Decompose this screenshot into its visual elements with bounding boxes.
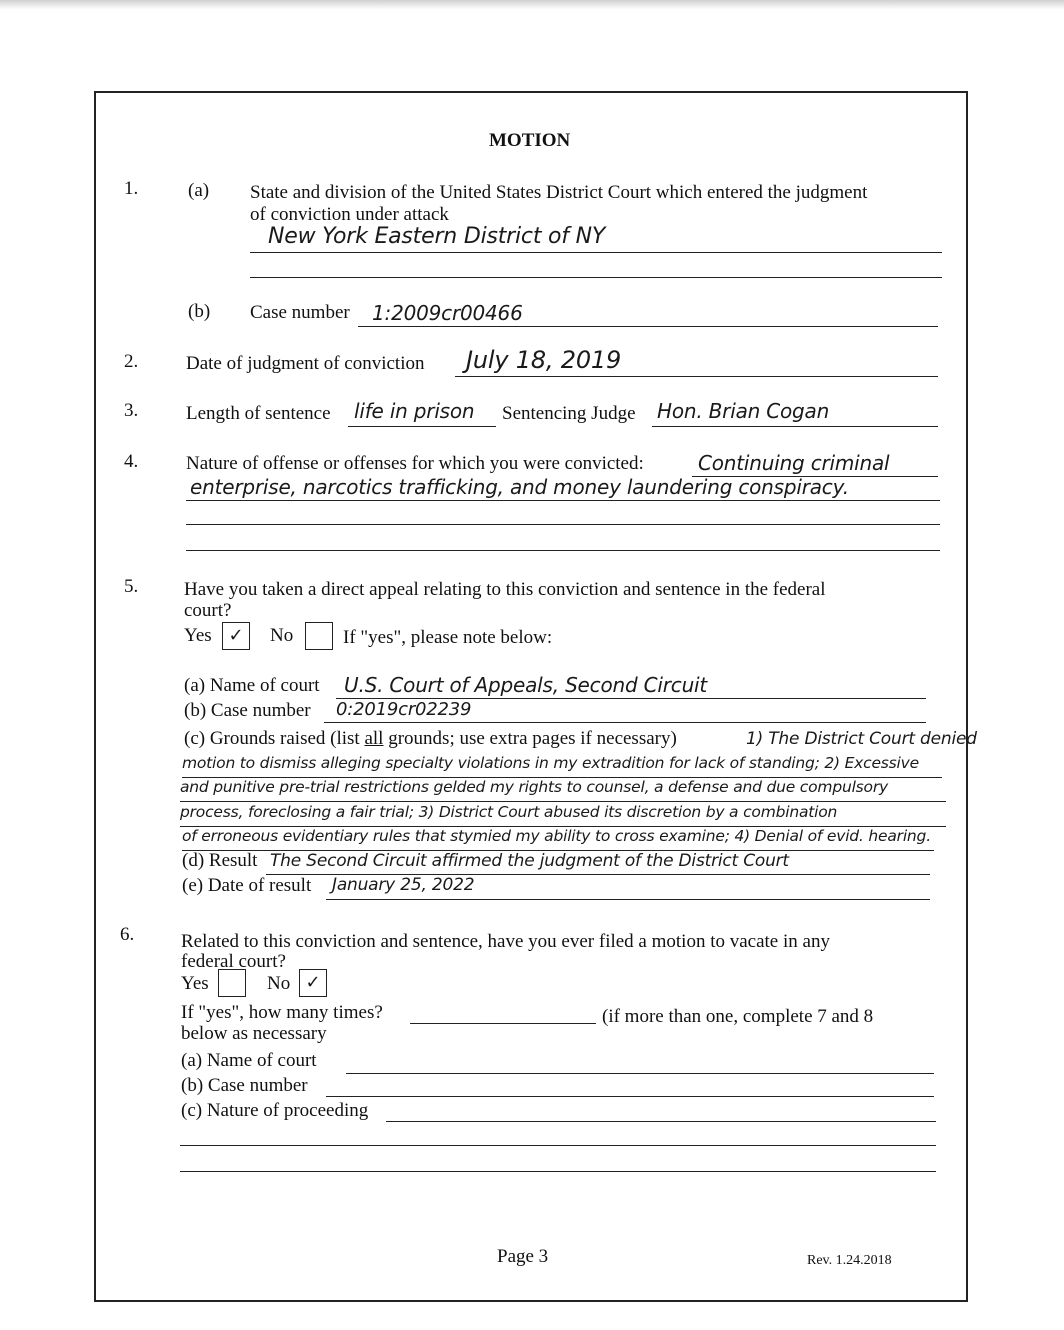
- q3-answer: life in prison: [354, 399, 475, 423]
- q5e-label: (e) Date of result: [182, 875, 312, 896]
- q5b-answer-line: [324, 722, 926, 723]
- q5c-answer-line4: process, foreclosing a fair trial; 3) District Court abused its discretion by a combination: [180, 803, 838, 821]
- q6c-answer-line-2: [180, 1145, 936, 1146]
- q6-question-line1: Related to this conviction and sentence, have you ever filed a motion to vacate in any: [181, 931, 830, 952]
- q3-answer-line: [348, 426, 496, 427]
- q1b-question: Case number: [250, 302, 350, 323]
- q1a-label: (a): [188, 180, 210, 201]
- q1a-question-line1: State and division of the United States District Court which entered the judgment: [250, 182, 868, 203]
- q4-answer-line2: enterprise, narcotics trafficking, and money laundering conspiracy.: [190, 475, 849, 499]
- q6-no-label: No: [267, 973, 291, 994]
- q5c-answer-rule3: [180, 801, 946, 802]
- q5-yes-checkbox[interactable]: ✓: [222, 622, 250, 650]
- q6-times-question: If "yes", how many times?: [181, 1002, 383, 1023]
- q6b-answer-line: [326, 1096, 934, 1097]
- q1b-label: (b): [188, 301, 211, 322]
- q6-number: 6.: [120, 924, 135, 945]
- q6-yes-label: Yes: [181, 973, 209, 994]
- q5a-label: (a) Name of court: [184, 675, 320, 696]
- q1b-answer-line: [358, 326, 938, 327]
- q5e-answer-line: [326, 899, 930, 900]
- q5b-answer: 0:2019cr02239: [336, 699, 472, 720]
- q4-answer-line1: Continuing criminal: [698, 451, 890, 475]
- q6-no-checkbox[interactable]: ✓: [299, 969, 327, 997]
- q4-answer-rule2: [186, 500, 940, 501]
- q1-number: 1.: [124, 178, 139, 199]
- q1a-answer: New York Eastern District of NY: [268, 224, 606, 249]
- q5b-label: (b) Case number: [184, 700, 311, 721]
- form-title: MOTION: [489, 130, 571, 151]
- q3-number: 3.: [124, 400, 139, 421]
- q6c-label: (c) Nature of proceeding: [181, 1100, 369, 1121]
- revision-date: Rev. 1.24.2018: [807, 1253, 892, 1268]
- q5c-answer-line2: motion to dismiss alleging specialty violations in my extradition for lack of standing; 2) Excessive: [182, 754, 919, 772]
- q5d-answer: The Second Circuit affirmed the judgment of the District Court: [270, 851, 789, 871]
- q6a-answer-line: [346, 1073, 934, 1074]
- q5-question-line2: court?: [184, 600, 232, 621]
- q1a-answer-line: [250, 252, 942, 253]
- q5-note: If "yes", please note below:: [343, 627, 553, 648]
- q5-number: 5.: [124, 576, 139, 597]
- q3-judge-question: Sentencing Judge: [502, 403, 636, 424]
- q5-no-label: No: [270, 625, 294, 646]
- q4-number: 4.: [124, 451, 139, 472]
- q5e-answer: January 25, 2022: [332, 875, 475, 895]
- q5c-answer-line1: 1) The District Court denied: [746, 729, 977, 749]
- q6a-label: (a) Name of court: [181, 1050, 317, 1071]
- q6b-label: (b) Case number: [181, 1075, 308, 1096]
- q5c-label: (c) Grounds raised (list all grounds; use extra pages if necessary): [184, 728, 677, 749]
- q6c-answer-line-3: [180, 1171, 936, 1172]
- q1a-question-line2: of conviction under attack: [250, 204, 449, 225]
- q4-answer-rule4: [186, 550, 940, 551]
- q3-judge-answer-line: [652, 426, 938, 427]
- q5c-answer-line5: of erroneous evidentiary rules that stymied my ability to cross examine; 4) Denial of evid. hearing.: [182, 827, 931, 845]
- q6-times-note: (if more than one, complete 7 and 8: [602, 1006, 874, 1027]
- q6-question-line2: federal court?: [181, 951, 286, 972]
- q3-judge-answer: Hon. Brian Cogan: [657, 399, 830, 423]
- q3-question: Length of sentence: [186, 403, 331, 424]
- q5c-answer-line3: and punitive pre-trial restrictions gelded my rights to counsel, a defense and due compulsory: [180, 778, 888, 796]
- q2-answer: July 18, 2019: [466, 346, 622, 374]
- scan-top-edge: [0, 0, 1064, 10]
- page-number: Page 3: [497, 1246, 549, 1267]
- q6-times-answer-line: [410, 1023, 596, 1024]
- q5-question-line1: Have you taken a direct appeal relating to this conviction and sentence in the federal: [184, 579, 826, 600]
- q2-answer-line: [455, 376, 938, 377]
- q5-no-checkbox[interactable]: [305, 622, 333, 650]
- q1b-answer: 1:2009cr00466: [372, 301, 523, 325]
- q1a-answer-line-2: [250, 277, 942, 278]
- q6-times-note-line2: below as necessary: [181, 1023, 327, 1044]
- q5a-answer: U.S. Court of Appeals, Second Circuit: [344, 673, 708, 697]
- q6-yes-checkbox[interactable]: [218, 969, 246, 997]
- q2-question: Date of judgment of conviction: [186, 353, 425, 374]
- q5d-label: (d) Result: [182, 850, 258, 871]
- q6c-answer-line: [386, 1121, 936, 1122]
- q2-number: 2.: [124, 351, 139, 372]
- q4-answer-rule3: [186, 524, 940, 525]
- q5-yes-label: Yes: [184, 625, 212, 646]
- q4-question: Nature of offense or offenses for which you were convicted:: [186, 453, 644, 474]
